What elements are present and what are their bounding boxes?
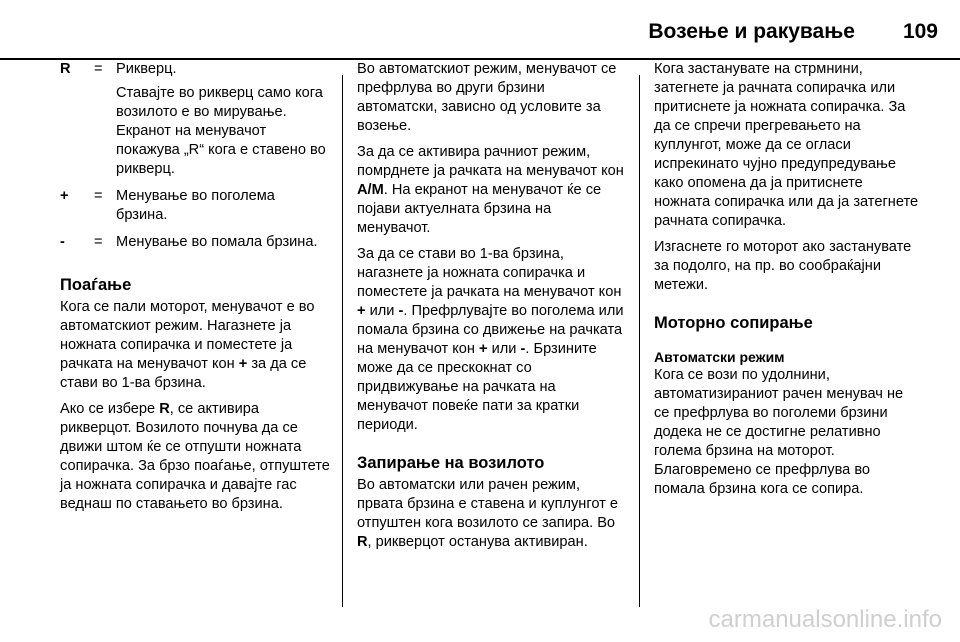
section-heading-engine-braking: Моторно сопирање [654, 314, 813, 332]
key-symbol: - [520, 341, 526, 357]
page-header [648, 20, 938, 44]
paragraph [60, 298, 330, 393]
key-symbol: + [238, 356, 248, 372]
key-symbol: A/M [357, 182, 384, 198]
legend-equals: = [94, 234, 103, 250]
text: . Брзините може да се прескокнат со придвижување на рачката на менувачот повеќе пати за кратки периоди. [357, 341, 597, 433]
key-symbol: + [357, 303, 366, 319]
column-2 [357, 60, 625, 559]
text: За да се стави во 1-ва брзина, нагазнете ја ножната сопирачка и поместете ја рачката на менувачот кон [357, 246, 622, 300]
legend-line: Менување во помала брзина. [116, 234, 318, 250]
column-divider-2 [639, 75, 640, 607]
text: Во автоматски или рачен режим, првата брзина е ставена и куплунгот е отпуштен кога возилото се запира. Во [357, 477, 618, 531]
legend-row-downshift [60, 233, 330, 257]
key-symbol: R [357, 534, 368, 550]
text: . На екранот на менувачот ќе се појави актуелната брзина на менувачот. [357, 182, 602, 236]
section-heading-stopping: Запирање на возилото [357, 454, 545, 472]
legend-row-upshift [60, 187, 330, 230]
legend-text [116, 60, 330, 184]
legend-symbol: - [60, 234, 65, 250]
column-1 [60, 60, 330, 521]
paragraph [357, 245, 625, 435]
paragraph [357, 476, 625, 552]
key-symbol: - [398, 303, 404, 319]
key-symbol: + [479, 341, 488, 357]
legend-text [116, 233, 330, 257]
legend-row-reverse [60, 60, 330, 184]
legend-symbol: + [60, 188, 69, 204]
paragraph [357, 143, 625, 238]
section-heading-start: Поаѓање [60, 276, 132, 294]
text: . Префрлувајте во поголема или помала брзина со движење на рачката на менувачот кон [357, 303, 624, 357]
paragraph: Изгаснете го моторот ако застанувате за подолго, на пр. во сообраќајни метежи. [654, 239, 912, 293]
legend-equals: = [94, 61, 103, 77]
legend-line: Ставајте во рикверц само кога возилото е во мирување. Екранот на менувачот покажува „R“ кога е ставено во рикверц. [116, 85, 326, 177]
header-title: Возење и ракување [648, 20, 855, 43]
paragraph: Кога застанувате на стрмнини, затегнете ја рачната сопирачка или притиснете ја ножната сопирачка. За да се спречи прегревањето на куплунгот, може да се огласи испрекинато чујно предупредување како опомена да ја притиснете ножната сопирачка или да ја затегнете рачната сопирачка. [654, 61, 919, 229]
text: или [491, 341, 517, 357]
key-symbol: R [159, 401, 170, 417]
legend-line: Рикверц. [116, 61, 177, 77]
text: За да се активира рачниот режим, помрднете ја рачката на менувачот кон [357, 144, 624, 179]
watermark: carmanualsonline.info [708, 606, 942, 633]
text: Ако се избере [60, 401, 156, 417]
column-divider-1 [342, 75, 343, 607]
text: за да се стави во 1-ва брзина. [60, 356, 307, 391]
text: , се активира рикверцот. Возилото почнува да се движи штом ќе се отпушти ножната сопирачка. За брзо поаѓање, отпуштете ја ножната сопирачка и давајте гас веднаш по ставањето во брзина. [60, 401, 330, 512]
text: или [369, 303, 395, 319]
legend-text [116, 187, 330, 230]
page-number: 109 [902, 20, 938, 43]
legend-symbol: R [60, 61, 71, 77]
paragraph: Кога се вози по удолнини, автоматизираниот рачен менувач не се префрлува во поголеми брзини додека не се достигне релативно голема брзина на моторот. Благовремено се префрлува во помала брзина кога се сопира. [654, 367, 904, 497]
subheading-automatic-mode: Автоматски режим [654, 349, 785, 365]
column-3 [654, 60, 922, 506]
paragraph: Во автоматскиот режим, менувачот се префрлува во други брзини автоматски, зависно од условите за возење. [357, 61, 617, 134]
text: , рикверцот останува активиран. [367, 534, 588, 550]
text: Кога се пали моторот, менувачот е во автоматскиот режим. Нагазнете ја ножната сопирачка и поместете ја рачката на менувачот кон [60, 299, 315, 372]
legend-equals: = [94, 188, 103, 204]
paragraph [60, 400, 330, 514]
legend-line: Менување во поголема брзина. [116, 188, 275, 223]
